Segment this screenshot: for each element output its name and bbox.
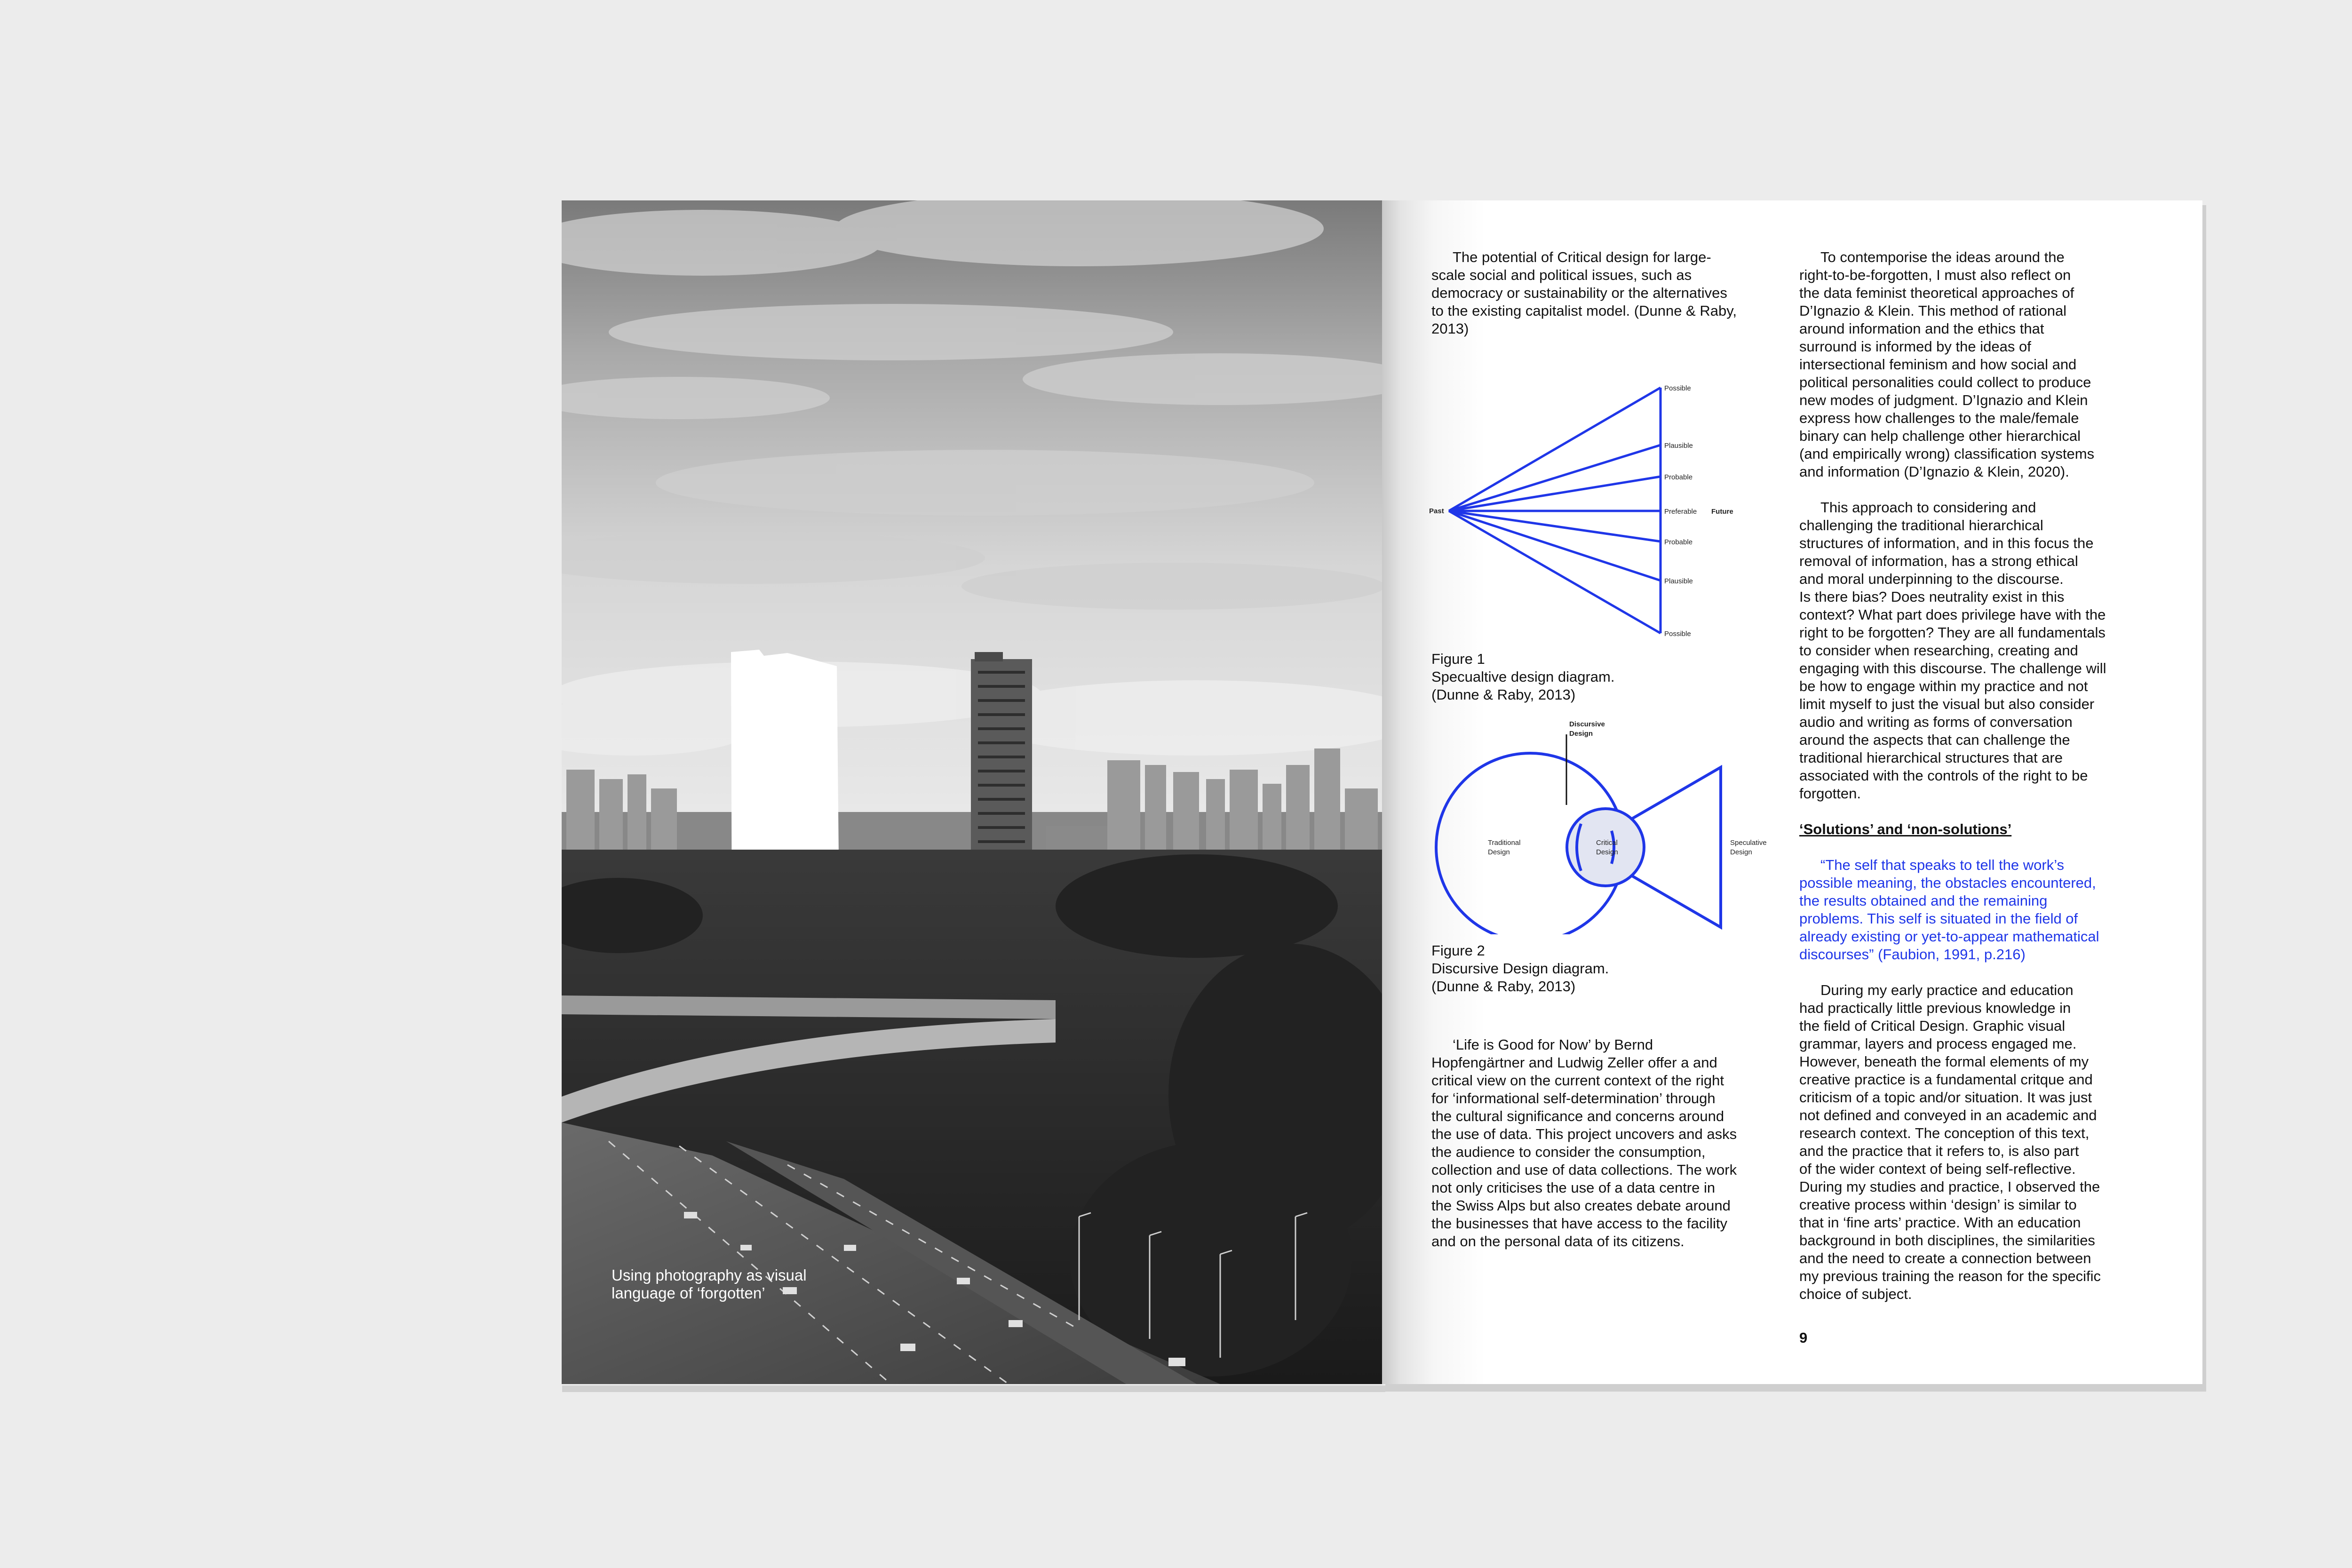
- text-line: The potential of Critical design for large-: [1453, 249, 1711, 265]
- text-line: right to be forgotten? They are all fundamentals: [1799, 624, 2106, 641]
- text-line: not only criticises the use of a data centre in: [1431, 1179, 1716, 1196]
- text-line: new modes of judgment. D’Ignazio and Klein: [1799, 392, 2088, 408]
- text-line: context? What part does privilege have with the: [1799, 606, 2106, 623]
- quote-line: already existing or yet-to-appear mathematical: [1799, 928, 2099, 945]
- paragraph-early-practice: [1799, 981, 2157, 1303]
- text-line: Hopfengärtner and Ludwig Zeller offer a and: [1431, 1054, 1717, 1071]
- critical-design-circle: [1567, 809, 1644, 886]
- text-line: 2013): [1431, 320, 1469, 337]
- label-probable: Probable: [1664, 473, 1693, 481]
- page-shadow: [562, 1385, 1385, 1392]
- text-line: criticism of a topic and/or situation. It was just: [1799, 1089, 2092, 1106]
- text-line: right-to-be-forgotten, I must also reflect on: [1799, 267, 2071, 283]
- text-line: the data feminist theoretical approaches of: [1799, 285, 2074, 301]
- quote-line: “The self that speaks to tell the work’s: [1820, 857, 2065, 873]
- text-line: express how challenges to the male/female: [1799, 410, 2079, 426]
- text-line: not defined and conveyed in an academic and: [1799, 1107, 2097, 1123]
- text-line: D’Ignazio & Klein. This method of rational: [1799, 302, 2067, 319]
- section-heading: [1799, 820, 2157, 838]
- text-line: removal of information, has a strong ethical: [1799, 553, 2078, 569]
- quote-line: problems. This self is situated in the field of: [1799, 910, 2078, 927]
- text-line: the field of Critical Design. Graphic visual: [1799, 1018, 2066, 1034]
- text-line: audio and writing as forms of conversation: [1799, 714, 2073, 730]
- quote-line: possible meaning, the obstacles encountered,: [1799, 875, 2096, 891]
- text-line: collection and use of data collections. The work: [1431, 1162, 1737, 1178]
- paragraph-intro: [1431, 248, 1789, 338]
- figure2-caption: [1431, 942, 1609, 995]
- text-line: challenging the traditional hierarchical: [1799, 517, 2043, 533]
- caption-line: Figure 1: [1431, 651, 1485, 667]
- label-discursive: Discursive: [1569, 720, 1605, 728]
- text-line: and the practice that it refers to, is also part: [1799, 1143, 2079, 1159]
- caption-line: language of ‘forgotten’: [612, 1284, 765, 1302]
- text-line: scale social and political issues, such as: [1431, 267, 1692, 283]
- label-design: Design: [1596, 848, 1618, 856]
- text-line: around the aspects that can challenge the: [1799, 732, 2070, 748]
- text-column-right: [1799, 248, 2157, 1303]
- label-design: Design: [1488, 848, 1510, 856]
- text-line: ‘Life is Good for Now’ by Bernd: [1453, 1036, 1653, 1053]
- text-line: choice of subject.: [1799, 1286, 1912, 1302]
- photo-page-left: [562, 200, 1382, 1384]
- text-line: However, beneath the formal elements of my: [1799, 1053, 2089, 1070]
- quote-line: discourses” (Faubion, 1991, p.216): [1799, 946, 2026, 963]
- caption-line: Specualtive design diagram.: [1431, 669, 1615, 685]
- text-line: During my early practice and education: [1820, 982, 2074, 998]
- label-design: Design: [1730, 848, 1752, 856]
- text-line: for ‘informational self-determination’ through: [1431, 1090, 1716, 1106]
- text-line: research context. The conception of this text,: [1799, 1125, 2090, 1141]
- text-line: and on the personal data of its citizens.: [1431, 1233, 1685, 1250]
- figure1-caption: [1431, 650, 1614, 704]
- speculative-design-diagram: [1429, 384, 1758, 638]
- heading-solutions: ‘Solutions’ and ‘non-solutions’: [1799, 821, 2012, 837]
- text-line: to consider when researching, creating and: [1799, 642, 2078, 659]
- paragraph-approach: [1799, 499, 2157, 803]
- text-line: political personalities could collect to produce: [1799, 374, 2091, 390]
- text-line: the audience to consider the consumption,: [1431, 1144, 1706, 1160]
- text-line: the use of data. This project uncovers and asks: [1431, 1126, 1737, 1142]
- text-line: limit myself to just the visual but also consider: [1799, 696, 2095, 712]
- text-line: the businesses that have access to the facility: [1431, 1215, 1727, 1232]
- text-line: and information (D’Ignazio & Klein, 2020).: [1799, 463, 2069, 480]
- label-probable: Probable: [1664, 538, 1693, 546]
- text-line: This approach to considering and: [1820, 499, 2036, 516]
- label-design: Design: [1569, 730, 1593, 738]
- text-line: critical view on the current context of the right: [1431, 1072, 1724, 1089]
- text-line: and the need to create a connection between: [1799, 1250, 2091, 1266]
- text-line: democracy or sustainability or the alternatives: [1431, 285, 1727, 301]
- text-line: associated with the controls of the right to be: [1799, 767, 2088, 784]
- text-line: be how to engage within my practice and not: [1799, 678, 2088, 694]
- text-line: binary can help challenge other hierarchical: [1799, 428, 2081, 444]
- text-line: the cultural significance and concerns around: [1431, 1108, 1724, 1124]
- label-possible: Possible: [1664, 384, 1691, 392]
- caption-line: Figure 2: [1431, 942, 1485, 959]
- text-line: to the existing capitalist model. (Dunne & Raby,: [1431, 302, 1737, 319]
- text-line: the Swiss Alps but also creates debate around: [1431, 1197, 1731, 1214]
- label-preferable: Preferable: [1664, 508, 1697, 516]
- text-line: creative process within ‘design’ is similar to: [1799, 1196, 2077, 1213]
- text-line: of the wider context of being self-reflective.: [1799, 1161, 2076, 1177]
- label-past: Past: [1429, 507, 1444, 515]
- page-number: 9: [1799, 1329, 1808, 1346]
- paragraph-contemporise: [1799, 248, 2157, 481]
- text-line: and moral underpinning to the discourse.: [1799, 571, 2064, 587]
- paragraph-life-is-good: [1431, 1036, 1789, 1250]
- text-line: background in both disciplines, the similarities: [1799, 1232, 2095, 1249]
- caption-line: (Dunne & Raby, 2013): [1431, 978, 1576, 995]
- caption-line: Using photography as visual: [612, 1266, 807, 1284]
- text-line: structures of information, and in this focus the: [1799, 535, 2094, 551]
- text-page-right: [1382, 200, 2202, 1384]
- label-plausible: Plausible: [1664, 577, 1693, 585]
- caption-line: (Dunne & Raby, 2013): [1431, 686, 1576, 703]
- discursive-design-diagram: [1429, 713, 1768, 934]
- diagram-lines: [1449, 388, 1661, 633]
- text-line: my previous training the reason for the specific: [1799, 1268, 2101, 1284]
- text-line: traditional hierarchical structures that are: [1799, 749, 2063, 766]
- label-traditional: Traditional: [1488, 839, 1521, 847]
- text-line: grammar, layers and process engaged me.: [1799, 1035, 2077, 1052]
- text-line: During my studies and practice, I observed the: [1799, 1178, 2100, 1195]
- text-line: (and empirically wrong) classification systems: [1799, 446, 2095, 462]
- text-line: that in ‘fine arts’ practice. With an education: [1799, 1214, 2081, 1231]
- city-photograph: [562, 200, 1382, 1384]
- text-line: forgotten.: [1799, 785, 1861, 802]
- label-plausible: Plausible: [1664, 442, 1693, 450]
- photo-caption: [612, 1266, 894, 1302]
- text-line: around information and the ethics that: [1799, 320, 2044, 337]
- text-column-left: [1431, 248, 1789, 338]
- text-line: Is there bias? Does neutrality exist in this: [1799, 589, 2065, 605]
- quote-faubion: [1799, 856, 2157, 963]
- quote-line: the results obtained and the remaining: [1799, 892, 2048, 909]
- text-line: To contemporise the ideas around the: [1820, 249, 2065, 265]
- text-line: surround is informed by the ideas of: [1799, 338, 2031, 355]
- label-possible: Possible: [1664, 630, 1691, 638]
- label-future: Future: [1711, 508, 1733, 516]
- text-line: intersectional feminism and how social and: [1799, 356, 2077, 373]
- text-line: had practically little previous knowledge in: [1799, 1000, 2071, 1016]
- label-critical: Critical: [1596, 839, 1618, 847]
- text-line: creative practice is a fundamental critque and: [1799, 1071, 2093, 1088]
- label-speculative: Speculative: [1730, 839, 1767, 847]
- caption-line: Discursive Design diagram.: [1431, 960, 1609, 977]
- text-line: engaging with this discourse. The challenge will: [1799, 660, 2106, 677]
